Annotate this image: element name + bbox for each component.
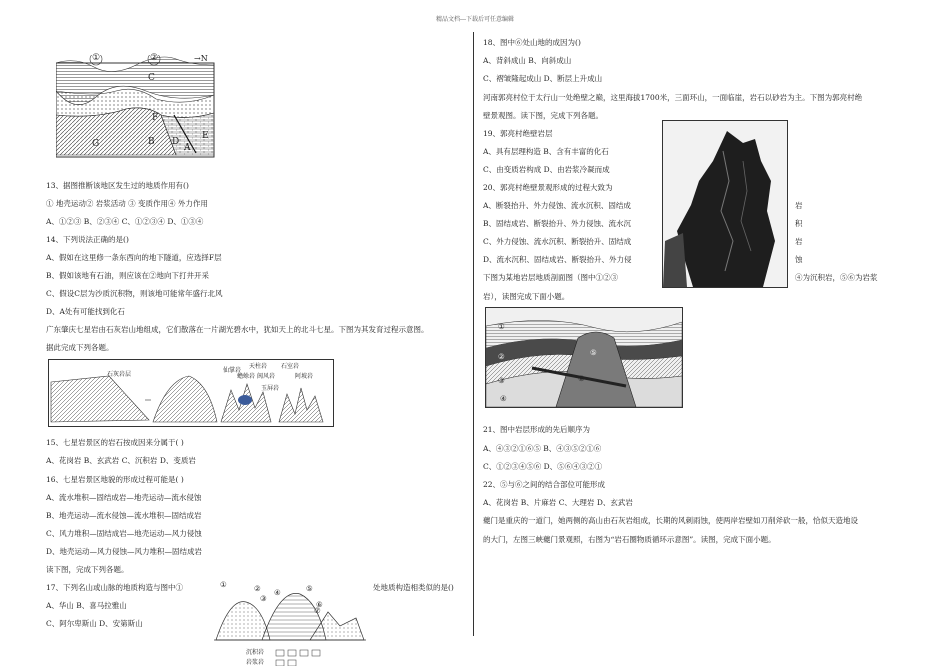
- question-16-option-d: D、地壳运动—风力侵蚀—风力堆积—固结成岩: [46, 547, 203, 556]
- question-16: 16、七星岩景区地貌的形成过程可能是( ): [46, 475, 184, 484]
- fig1-label-g: G: [92, 139, 100, 149]
- question-16-option-a: A、流水堆积—固结成岩—地壳运动—流水侵蚀: [46, 493, 202, 502]
- question-13-items: ① 地壳运动② 岩浆活动 ③ 变质作用④ 外力作用: [46, 199, 208, 208]
- fig2-label-langfeng: 阆风岩: [257, 373, 276, 380]
- passage-strata-tail: ④为沉积岩，⑤⑥为岩浆: [795, 273, 878, 282]
- fig3-legend-sedimentary: 沉积岩: [246, 649, 265, 656]
- fig3-num-6: ⑥: [316, 600, 323, 609]
- column-divider: [473, 32, 474, 636]
- question-20-tail-a: 岩: [795, 201, 803, 210]
- question-20-option-d: D、流水沉积、固结成岩、断裂抬升、外力侵: [483, 255, 632, 264]
- fig3-num-1: ①: [220, 580, 227, 589]
- question-17-options-ab: A、华山 B、喜马拉雅山: [46, 601, 127, 610]
- question-17-tail: 处地质构造相类似的是(): [373, 583, 454, 592]
- fig1-label-c: C: [148, 73, 155, 83]
- fig2-label-tianzhu: 天柱岩: [249, 363, 268, 370]
- question-21-options-ab: A、④③②①⑥⑤ B、④③⑤②①⑥: [483, 444, 602, 453]
- question-13: 13、据图推断该地区发生过的地质作用有(): [46, 181, 189, 190]
- fig1-label-1: ①: [92, 53, 101, 63]
- fig5-num-4: ④: [500, 394, 507, 403]
- question-16-read: 读下图，完成下列各题。: [46, 565, 129, 574]
- question-20-option-c: C、外力侵蚀、流水沉积、断裂抬升、固结成: [483, 237, 632, 246]
- fig3-num-2: ②: [254, 584, 261, 593]
- question-14: 14、下列说法正确的是(): [46, 235, 129, 244]
- fig1-label-f: F: [152, 113, 159, 123]
- question-20: 20、郭亮村绝壁景观形成的过程大致为: [483, 183, 613, 192]
- fig2-label-chanchu: 蟾蜍岩: [237, 373, 256, 380]
- passage-strata-cont: 岩），读图完成下面小题。: [483, 292, 570, 301]
- question-18-options-ab: A、背斜成山 B、向斜成山: [483, 56, 572, 65]
- fig1-north-arrow: →N: [194, 54, 208, 63]
- fig2-label-limestone: 石灰岩层: [107, 371, 132, 378]
- fig3-num-4: ④: [274, 588, 281, 597]
- fig2-label-xianzhang: 仙掌岩: [223, 367, 242, 374]
- question-20-tail-d: 蚀: [795, 255, 803, 264]
- folded-strata-figure: [210, 578, 370, 666]
- fig3-num-5: ⑤: [306, 584, 313, 593]
- question-21-options-cd: C、①②③④⑤⑥ D、⑤⑥④③②①: [483, 462, 603, 471]
- question-19-options-cd: C、由变质岩构成 D、由岩浆冷凝而成: [483, 165, 610, 174]
- qixingyan-development-figure: [48, 359, 334, 427]
- question-19-options-ab: A、具有层理构造 B、含有丰富的化石: [483, 147, 609, 156]
- passage-qixingyan-cont: 据此完成下列各题。: [46, 343, 114, 352]
- fig1-label-e: E: [202, 131, 209, 141]
- fig5-num-6: ⑥: [578, 374, 585, 383]
- question-18: 18、图中⑥处山地的成因为(): [483, 38, 581, 47]
- fig5-num-5: ⑤: [590, 348, 597, 357]
- page-header: 精品文档---下载后可任意编辑: [435, 16, 515, 23]
- north-label: N: [200, 54, 208, 63]
- question-16-option-b: B、地壳运动—流水侵蚀—流水堆积—固结成岩: [46, 511, 202, 520]
- question-13-options: A、①②③ B、②③④ C、①②③④ D、①③④: [46, 217, 204, 226]
- question-19: 19、郭亮村绝壁岩层: [483, 129, 553, 138]
- fig1-label-2: ②: [150, 53, 159, 63]
- passage-guoliang-cont: 壁景观图。读下图，完成下列各题。: [483, 111, 603, 120]
- cliff-photo: [662, 120, 788, 288]
- question-17: 17、下列名山或山脉的地质构造与图中①: [46, 583, 184, 592]
- passage-strata: 下图为某地岩层地质剖面图（图中①②③: [483, 273, 618, 282]
- question-15-options: A、花岗岩 B、玄武岩 C、沉积岩 D、变质岩: [46, 456, 196, 465]
- question-21: 21、图中岩层形成的先后顺序为: [483, 425, 591, 434]
- fig1-label-d: D: [172, 137, 180, 147]
- fig5-num-1: ①: [498, 322, 505, 331]
- passage-kuimen: 夔门是重庆的一道门，她两侧的高山由石灰岩组成，长期的风刺雨蚀，使两岸岩壁如刀削斧砍一般，恰似天造地设: [483, 516, 858, 525]
- question-16-option-c: C、风力堆积—固结成岩—地壳运动—风力侵蚀: [46, 529, 202, 538]
- question-20-option-a: A、断裂抬升、外力侵蚀、流水沉积、固结成: [483, 201, 631, 210]
- question-15: 15、七星岩景区的岩石按成因来分属于( ): [46, 438, 184, 447]
- passage-qixingyan: 广东肇庆七星岩由石灰岩山地组成，它们散落在一片湖光碧水中，犹如天上的北斗七星。下图为其发育过程示意图。: [46, 325, 429, 334]
- question-14-option-d: D、A处有可能找到化石: [46, 307, 125, 316]
- fig1-label-b: B: [148, 137, 155, 147]
- question-17-options-cd: C、阿尔卑斯山 D、安第斯山: [46, 619, 143, 628]
- question-20-option-b: B、固结成岩、断裂抬升、外力侵蚀、流水沉: [483, 219, 632, 228]
- question-20-tail-b: 积: [795, 219, 803, 228]
- question-14-option-c: C、假设C层为沙质沉积物，则该地可能常年盛行北风: [46, 289, 223, 298]
- strata-cross-section-figure: [485, 307, 683, 408]
- passage-guoliang: 河南郭亮村位于太行山一处绝壁之巅，这里海拔1700米，三面环山，一面临崖，岩石以砂岩为主。下图为郭亮村绝: [483, 93, 863, 102]
- question-22: 22、⑤与⑥之间的结合部位可能形成: [483, 480, 606, 489]
- question-14-option-a: A、假如在这里修一条东西向的地下隧道，应选择F层: [46, 253, 222, 262]
- question-20-tail-c: 岩: [795, 237, 803, 246]
- fig3-num-7: ⑦: [314, 606, 321, 615]
- fig2-label-shishi: 石室岩: [281, 363, 300, 370]
- passage-kuimen-cont: 的大门，左图三峡夔门景观照，右图为“岩石圈物质循环示意图”。读图，完成下面小题。: [483, 535, 776, 544]
- question-18-options-cd: C、褶皱隆起成山 D、断层上升成山: [483, 74, 603, 83]
- fig3-num-3: ③: [260, 594, 267, 603]
- fig3-legend-magmatic: 岩浆岩: [246, 659, 265, 666]
- fig2-label-apo: 阿坡岩: [295, 373, 314, 380]
- fig1-label-a: A: [184, 143, 191, 153]
- question-14-option-b: B、假如该地有石油，则应该在②地向下打井开采: [46, 271, 210, 280]
- question-22-options: A、花岗岩 B、片麻岩 C、大理岩 D、玄武岩: [483, 498, 633, 507]
- geologic-section-figure: [56, 55, 216, 159]
- fig5-num-3: ③: [498, 376, 505, 385]
- fig5-num-2: ②: [498, 352, 505, 361]
- fig2-label-yuping: 玉屏岩: [261, 385, 280, 392]
